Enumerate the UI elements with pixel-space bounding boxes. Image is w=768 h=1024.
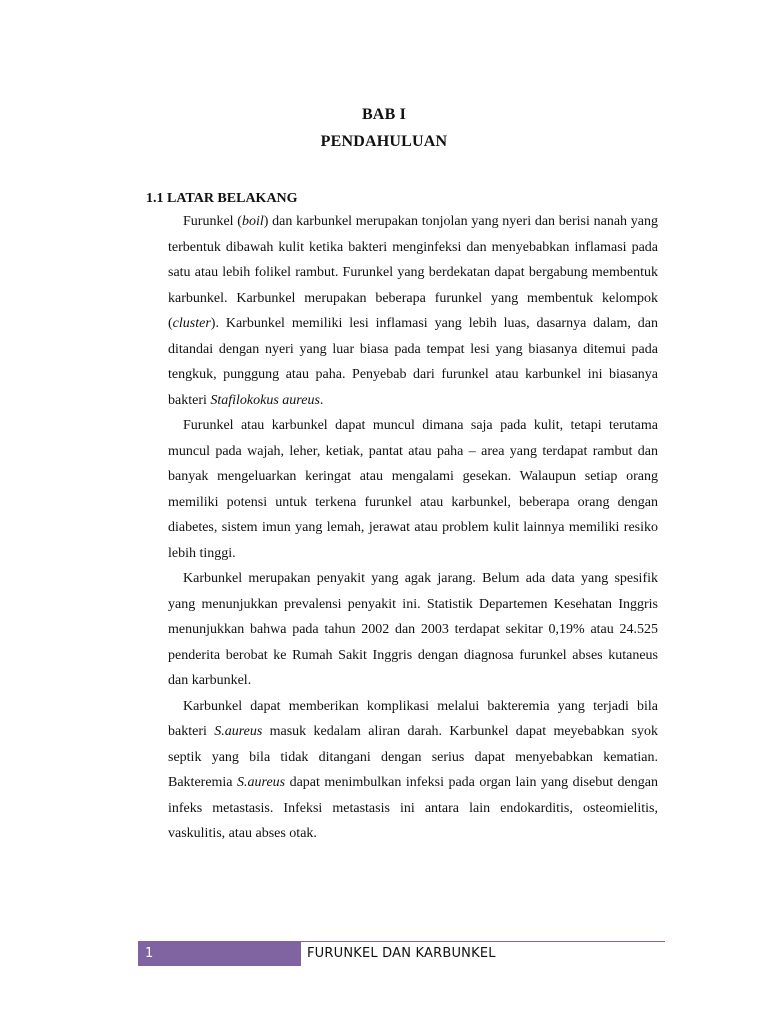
chapter-title: PENDAHULUAN xyxy=(320,133,448,150)
chapter-number: BAB I xyxy=(361,106,407,123)
paragraph-4-text-a: Karbunkel dapat memberikan komplikasi melalui bakteremia yang terjadi bila bakteri xyxy=(168,698,658,739)
paragraph-4-text-e: dapat menimbulkan infeksi pada organ lain yang disebut dengan infeks metastasis. Infeksi metastasis ini antara lain endokarditis, osteomielitis, vaskulitis, atau abses otak. xyxy=(168,775,658,841)
paragraph-1-text-g: . xyxy=(319,392,324,408)
paragraph-4-italic-saureus-1: S.aureus xyxy=(214,724,263,739)
paragraph-4-italic-saureus-2: S.aureus xyxy=(237,775,286,790)
section-heading: 1.1 LATAR BELAKANG xyxy=(146,191,298,206)
paragraph-2: Furunkel atau karbunkel dapat muncul dimana saja pada kulit, tetapi terutama muncul pada wajah, leher, ketiak, pantat atau paha – area yang terdapat rambut dan banyak mengeluarkan keringat atau mengalami gesekan. Walaupun setiap orang memiliki potensi untuk terkena furunkel atau karbunkel, beberapa orang dengan diabetes, sistem imun yang lemah, jerawat atau problem kulit lainnya memiliki resiko lebih tinggi. xyxy=(168,418,658,561)
paragraph-1-text-e: ). Karbunkel memiliki lesi inflamasi yang lebih luas, dasarnya dalam, dan ditandai dengan nyeri yang luar biasa pada tempat lesi yang biasanya ditemui pada tengkuk, punggung atau paha. Penyebab dari furunkel atau karbunkel ini biasanya bakteri xyxy=(168,316,658,408)
paragraph-1-text-a: Furunkel ( xyxy=(183,214,242,229)
paragraph-1 xyxy=(168,209,658,413)
footer-page-number: 1 xyxy=(138,942,301,966)
body-text xyxy=(168,209,658,847)
paragraph-1-italic-boil: boil xyxy=(241,214,264,229)
paragraph-1-italic-cluster: cluster xyxy=(172,316,211,331)
paragraph-1-italic-species: Stafilokokus aureus xyxy=(210,392,320,408)
paragraph-4 xyxy=(168,694,658,847)
page-footer xyxy=(138,941,665,966)
paragraph-1-text-c: ) dan karbunkel merupakan tonjolan yang nyeri dan berisi nanah yang terbentuk dibawah kulit ketika bakteri menginfeksi dan menyebabkan inflamasi pada satu atau lebih folikel rambut. Furunkel yang berdekatan dapat bergabung membentuk karbunkel. Karbunkel merupakan beberapa furunkel yang membentuk kelompok ( xyxy=(168,214,658,331)
footer-title: FURUNKEL DAN KARBUNKEL xyxy=(307,946,496,961)
paragraph-3: Karbunkel merupakan penyakit yang agak jarang. Belum ada data yang spesifik yang menunjukkan prevalensi penyakit ini. Statistik Departemen Kesehatan Inggris menunjukkan bahwa pada tahun 2002 dan 2003 terdapat sekitar 0,19% atau 24.525 penderita berobat ke Rumah Sakit Inggris dengan diagnosa furunkel abses kutaneus dan karbunkel. xyxy=(168,571,658,688)
paragraph-4-text-c: masuk kedalam aliran darah. Karbunkel dapat meyebabkan syok septik yang bila tidak ditangani dengan serius dapat menyebabkan kematian. Bakteremia xyxy=(168,724,658,790)
